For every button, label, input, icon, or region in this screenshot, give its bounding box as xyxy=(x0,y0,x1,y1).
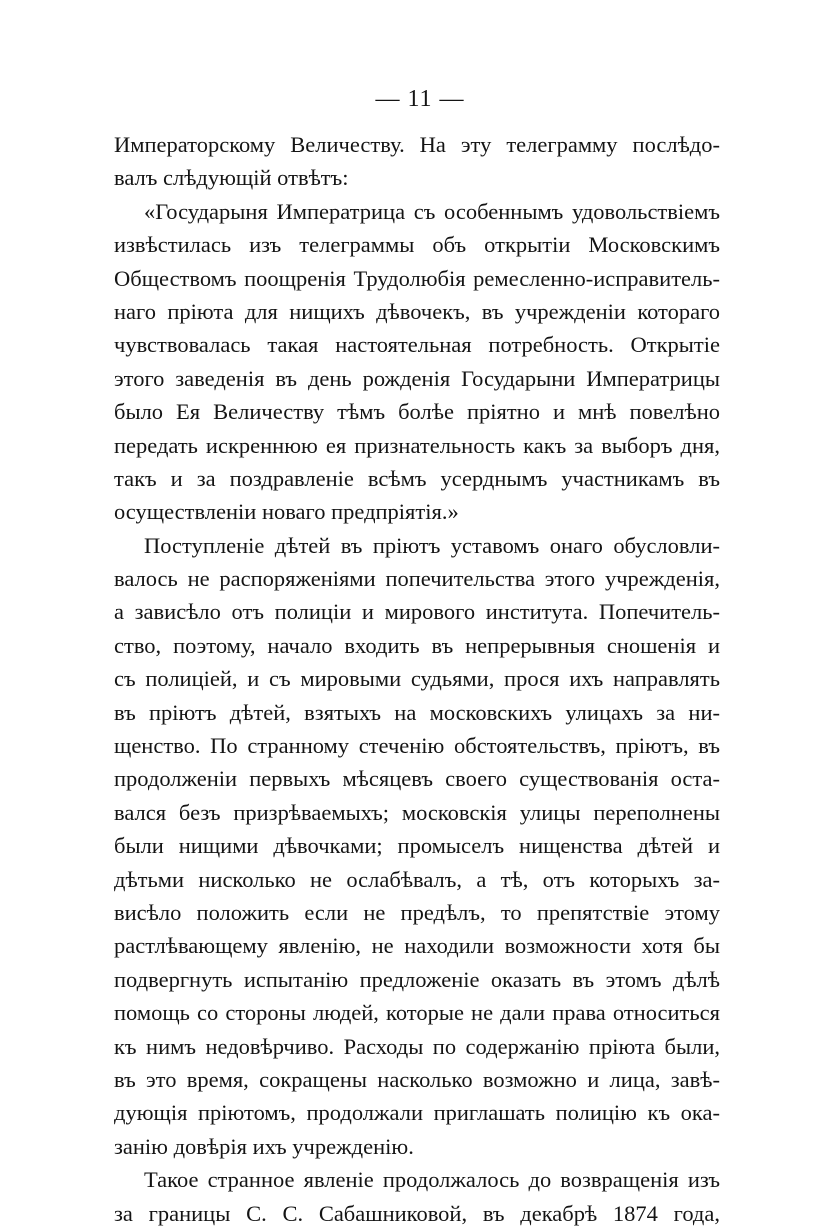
text-line: «Государыня Императрица съ особеннымъ удовольствіемъ xyxy=(144,198,720,224)
text-line: чувствовалась такая настоятельная потребность. Открытіе xyxy=(114,332,720,358)
text-line: дующія пріютомъ, продолжали приглашать полицію къ ока- xyxy=(114,1100,720,1126)
text-line: осуществленіи новаго предпріятія.» xyxy=(114,499,459,525)
text-line: передать искреннюю ея признательность какъ за выборъ дня, xyxy=(114,432,720,458)
body-text xyxy=(114,128,720,1230)
text-line: помощь со стороны людей, которые не дали права относиться xyxy=(114,1000,720,1026)
text-line: за границы С. С. Сабашниковой, въ декабрѣ 1874 года, xyxy=(114,1200,720,1226)
text-line: съ полиціей, и съ мировыми судьями, прося ихъ направлять xyxy=(114,666,720,692)
text-line: наго пріюта для нищихъ дѣвочекъ, въ учрежденіи котораго xyxy=(114,298,720,324)
text-line: валъ слѣдующій отвѣтъ: xyxy=(114,165,349,191)
text-line: къ нимъ недовѣрчиво. Расходы по содержанію пріюта были, xyxy=(114,1033,720,1059)
text-line: Императорскому Величеству. На эту телеграмму послѣдо- xyxy=(114,132,720,157)
text-line: занію довѣрія ихъ учрежденію. xyxy=(114,1133,414,1159)
text-line: Обществомъ поощренія Трудолюбія ремесленно-исправитель- xyxy=(114,265,720,291)
text-line: вался безъ призрѣваемыхъ; московскія улицы переполнены xyxy=(114,799,720,825)
text-line: висѣло положить если не предѣлъ, то препятствіе этому xyxy=(114,899,720,925)
text-line: Поступленіе дѣтей въ пріютъ уставомъ онаго обусловли- xyxy=(144,532,720,558)
text-line: такъ и за поздравленіе всѣмъ усерднымъ участникамъ въ xyxy=(114,465,720,491)
text-line: дѣтьми нисколько не ослабѣвалъ, а тѣ, отъ которыхъ за- xyxy=(114,866,720,892)
text-line: Такое странное явленіе продолжалось до возвращенія изъ xyxy=(144,1167,720,1193)
page-number: — 11 — xyxy=(375,86,465,112)
text-line: въ пріютъ дѣтей, взятыхъ на московскихъ улицахъ за ни- xyxy=(114,699,720,725)
text-line: этого заведенія въ день рожденія Государыни Императрицы xyxy=(114,365,720,391)
text-line: было Ея Величеству тѣмъ болѣе пріятно и мнѣ повелѣно xyxy=(114,399,720,425)
text-line: ство, поэтому, начало входить въ непрерывныя сношенія и xyxy=(114,632,720,658)
text-line: въ это время, сокращены насколько возможно и лица, завѣ- xyxy=(114,1066,720,1092)
text-line: извѣстилась изъ телеграммы объ открытіи Московскимъ xyxy=(114,232,720,258)
text-line: растлѣвающему явленію, не находили возможности хотя бы xyxy=(114,933,720,959)
text-line: щенство. По странному стеченію обстоятельствъ, пріютъ, въ xyxy=(114,733,720,759)
text-line: валось не распоряженіями попечительства этого учрежденія, xyxy=(114,566,720,592)
text-line: продолженіи первыхъ мѣсяцевъ своего существованія оста- xyxy=(114,766,720,792)
text-line: были нищими дѣвочками; промыселъ нищенства дѣтей и xyxy=(114,833,720,859)
text-line: подвергнуть испытанію предложеніе оказать въ этомъ дѣлѣ xyxy=(114,966,720,992)
text-line: а зависѣло отъ полиціи и мирового института. Попечитель- xyxy=(114,599,720,625)
